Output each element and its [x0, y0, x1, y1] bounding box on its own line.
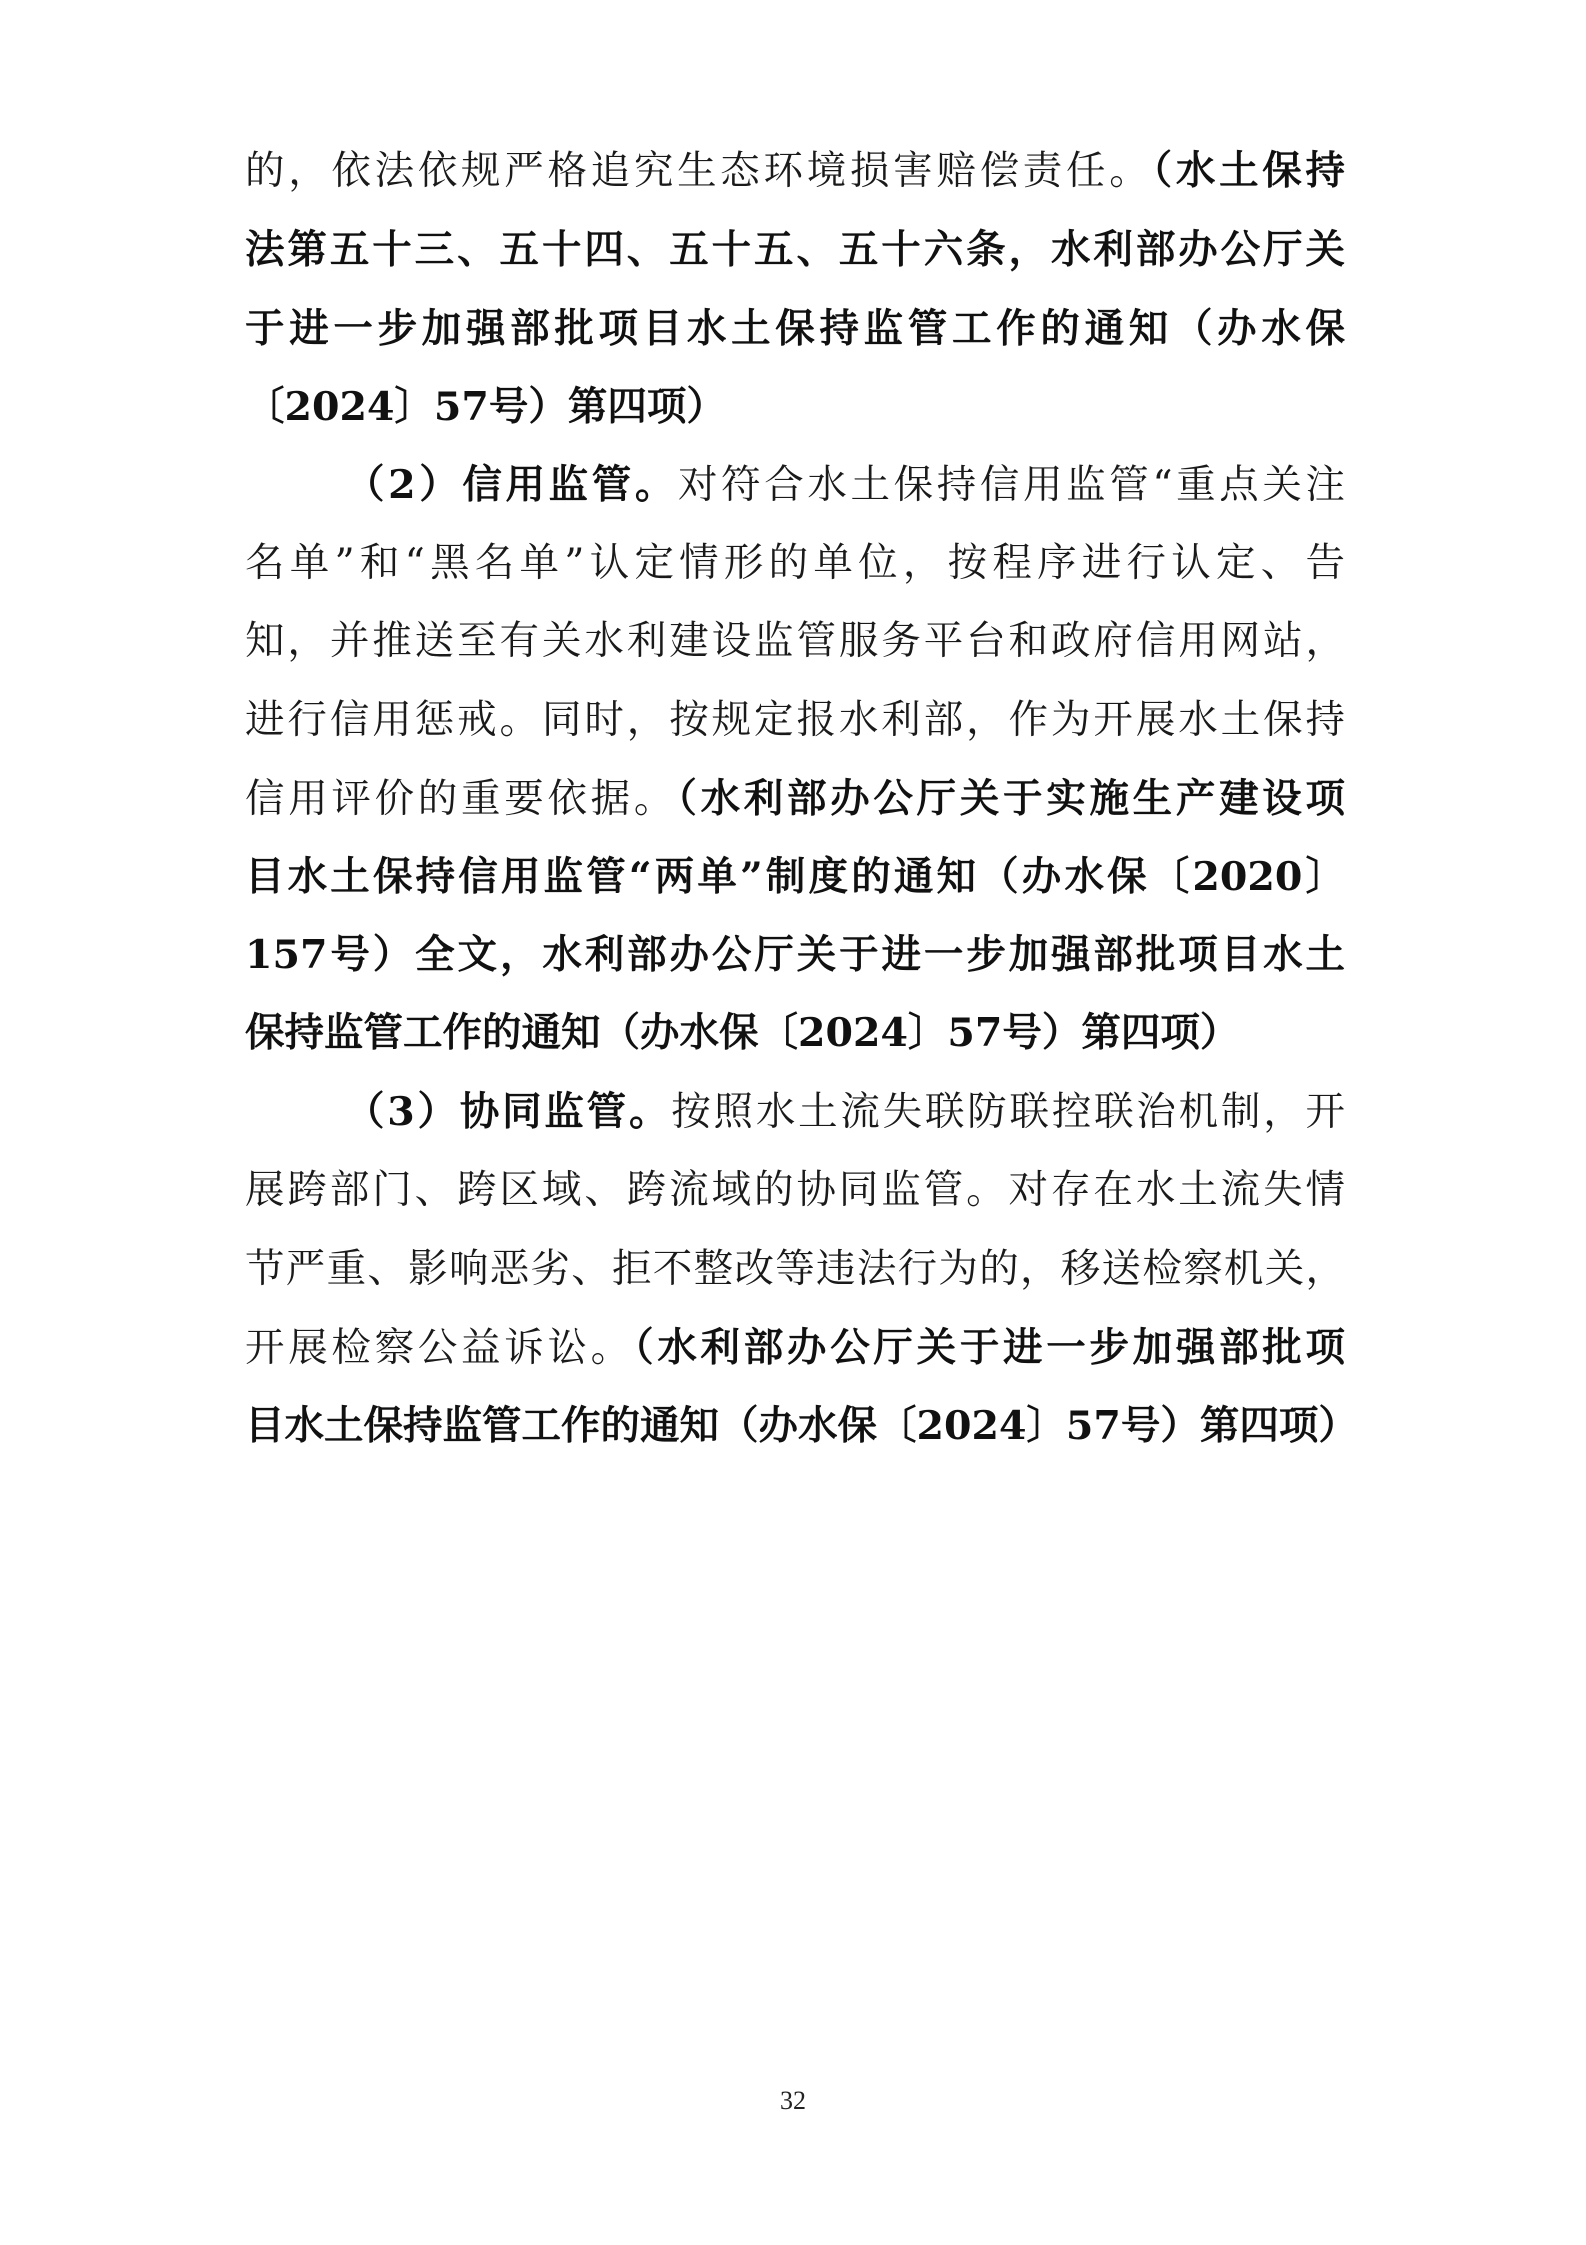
- bold-text-segment: 保持监管工作的通知（办水保〔2024〕57号）第四项）: [245, 1010, 1240, 1056]
- text-line: [245, 535, 1345, 591]
- text-line: [245, 1241, 1345, 1297]
- text-segment: 信用评价的重要依据。: [245, 776, 678, 822]
- bold-text-segment: （水利部办公厅关于实施生产建设项: [677, 776, 1346, 822]
- text-line: [245, 1162, 1345, 1218]
- text-segment: 的，依法依规严格追究生态环境损害赔偿责任。: [245, 148, 1153, 194]
- bold-text-segment: 157号）全文，水利部办公厅关于进一步加强部批项目水土: [245, 932, 1345, 978]
- text-segment: 进行信用惩戒。同时，按规定报水利部，作为开展水土保持: [245, 697, 1345, 743]
- text-line: [245, 143, 1345, 199]
- text-line: [245, 1005, 1345, 1061]
- text-segment: 开展检察公益诉讼。: [245, 1325, 634, 1371]
- text-line: [245, 613, 1345, 669]
- text-segment: 知，并推送至有关水利建设监管服务平台和政府信用网站，: [245, 618, 1345, 664]
- text-line: [245, 222, 1345, 278]
- bold-text-segment: （2）信用监管。: [345, 462, 678, 508]
- page-number: 32: [780, 2086, 806, 2115]
- bold-text-segment: 目水土保持信用监管“两单”制度的通知（办水保〔2020〕: [245, 854, 1345, 900]
- bold-text-segment: （水土保持: [1152, 148, 1346, 194]
- text-line: [345, 1084, 1345, 1140]
- text-segment: 名单”和“黑名单”认定情形的单位，按程序进行认定、告: [245, 540, 1345, 586]
- bold-text-segment: 法第五十三、五十四、五十五、五十六条，水利部办公厅关: [245, 227, 1345, 273]
- text-line: [245, 301, 1345, 357]
- text-line: [245, 849, 1345, 905]
- bold-text-segment: （3）协同监管。: [345, 1089, 672, 1135]
- text-line: [245, 771, 1345, 827]
- bold-text-segment: （水利部办公厅关于进一步加强部批项: [633, 1325, 1346, 1371]
- text-segment: 对符合水土保持信用监管“重点关注: [677, 462, 1345, 508]
- text-line: [245, 1398, 1358, 1454]
- text-segment: 展跨部门、跨区域、跨流域的协同监管。对存在水土流失情: [245, 1167, 1345, 1213]
- text-line: [245, 927, 1345, 983]
- text-line: [345, 457, 1345, 513]
- text-line: [245, 1320, 1345, 1376]
- text-segment: 按照水土流失联防联控联治机制，开: [671, 1089, 1346, 1135]
- text-segment: 节严重、影响恶劣、拒不整改等违法行为的，移送检察机关，: [245, 1246, 1345, 1292]
- text-line: [245, 379, 1345, 435]
- text-line: [245, 692, 1345, 748]
- bold-text-segment: 〔2024〕57号）第四项）: [245, 384, 726, 430]
- bold-text-segment: 于进一步加强部批项目水土保持监管工作的通知（办水保: [245, 306, 1345, 352]
- bold-text-segment: 目水土保持监管工作的通知（办水保〔2024〕57号）第四项）: [245, 1403, 1358, 1449]
